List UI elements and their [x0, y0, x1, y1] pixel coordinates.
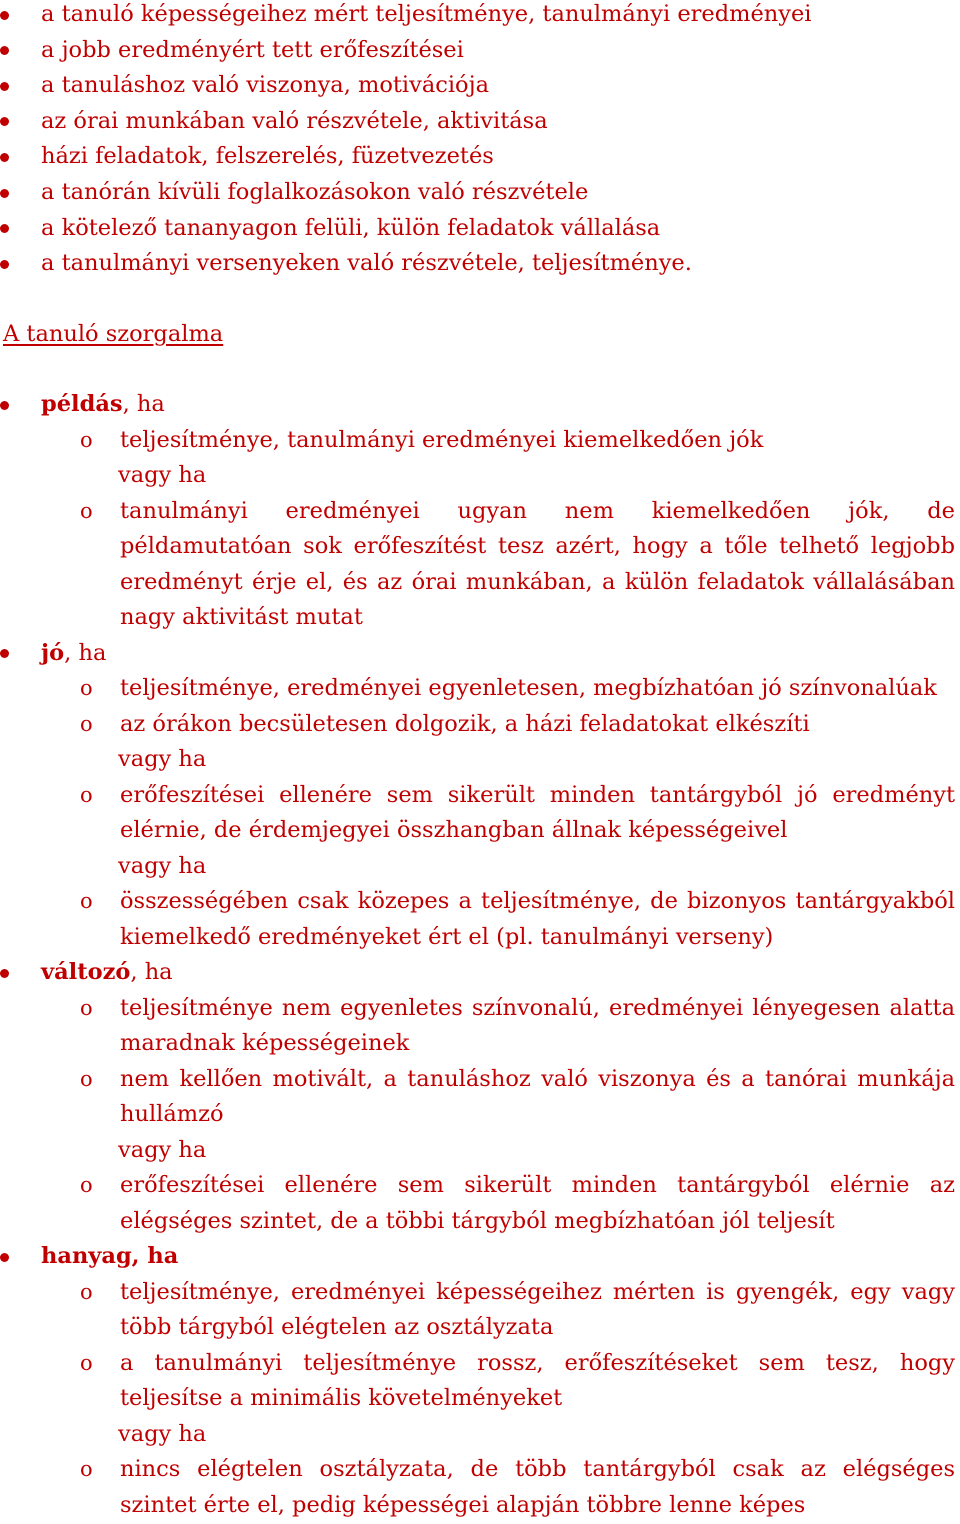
sub-list-item-line: szintet érte el, pedig képességei alapján többre lenne képes [120, 1491, 806, 1518]
sub-list-item-line: maradnak képességeinek [120, 1030, 410, 1056]
list-item-text: a tanuláshoz való viszonya, motivációja [41, 72, 489, 99]
circle-bullet-icon: o [80, 427, 93, 452]
grade-item-peldas [0, 387, 960, 423]
bullet-icon [0, 401, 9, 410]
vagy-ha: vagy ha [118, 746, 207, 772]
sub-list-item: o erőfeszítései ellenére sem sikerült minden tantárgyból elérnie az [0, 1168, 960, 1204]
sub-list-item: o teljesítménye nem egyenletes színvonalú, eredményei lényegesen alatta [0, 991, 960, 1027]
sub-list-item-line: hullámzó [120, 1101, 224, 1127]
vagy-ha: vagy ha [118, 1136, 207, 1163]
list-item-text: a kötelező tananyagon felüli, külön feladatok vállalása [41, 214, 661, 241]
list-item [0, 33, 960, 69]
sub-list-item: o nem kellően motivált, a tanuláshoz való viszonya és a tanórai munkája [0, 1062, 960, 1098]
list-item-text: az órai munkában való részvétele, aktivitása [41, 107, 548, 134]
bullet-icon [0, 189, 9, 198]
circle-bullet-icon: o [80, 995, 93, 1020]
sub-list-item-line: elégséges szintet, de a többi tárgyból megbízhatóan jól teljesít [120, 1207, 835, 1234]
vagy-ha: vagy ha [118, 852, 207, 879]
list-item [0, 104, 960, 140]
vagy-ha: vagy ha [118, 1420, 207, 1447]
sub-list-item: o az órákon becsületesen dolgozik, a házi feladatokat elkészíti [0, 707, 960, 743]
sub-list-item: o erőfeszítései ellenére sem sikerült minden tantárgyból jó eredményt [0, 778, 960, 814]
circle-bullet-icon: o [80, 1173, 93, 1197]
sub-list-item: o tanulmányi eredményei ugyan nem kiemelkedően jók, de [0, 494, 960, 530]
list-item [0, 175, 960, 211]
bullet-icon [0, 117, 9, 126]
sub-list-item: o teljesítménye, eredményei egyenletesen, megbízhatóan jó színvonalúak [0, 671, 960, 707]
grade-label: változó, ha [41, 959, 173, 985]
circle-bullet-icon: o [80, 676, 93, 700]
sub-list-item-line: példamutatóan sok erőfeszítést tesz azért, hogy a tőle telhető legjobb [120, 533, 955, 559]
circle-bullet-icon: o [80, 498, 93, 523]
sub-list-item: o teljesítménye, eredményei képességeihez mérten is gyengék, egy vagy [0, 1275, 960, 1311]
bullet-icon [0, 260, 9, 269]
list-item [0, 246, 960, 282]
circle-bullet-icon: o [80, 1457, 93, 1481]
bullet-icon [0, 82, 9, 91]
sub-list-item: o összességében csak közepes a teljesítménye, de bizonyos tantárgyakból [0, 884, 960, 920]
bullet-icon [0, 1253, 9, 1262]
list-item-text: házi feladatok, felszerelés, füzetvezetés [41, 143, 494, 170]
sub-list-item: o teljesítménye, tanulmányi eredményei kiemelkedően jók [0, 423, 960, 459]
grade-item-valtozo [0, 955, 960, 991]
bullet-icon [0, 46, 9, 55]
bullet-icon [0, 11, 9, 20]
section-title: A tanuló szorgalma [3, 321, 224, 347]
list-item-text: a tanórán kívüli foglalkozásokon való részvétele [41, 179, 589, 205]
circle-bullet-icon: o [80, 1279, 93, 1304]
list-item-text: a tanuló képességeihez mért teljesítménye, tanulmányi eredményei [41, 1, 812, 27]
bullet-icon [0, 224, 9, 233]
circle-bullet-icon: o [80, 1350, 93, 1375]
grade-label: jó, ha [41, 639, 107, 666]
circle-bullet-icon: o [80, 711, 93, 736]
sub-list-item: o a tanulmányi teljesítménye rossz, erőfeszítéseket sem tesz, hogy [0, 1346, 960, 1382]
list-item [0, 211, 960, 247]
sub-list-item: o nincs elégtelen osztályzata, de több tantárgyból csak az elégséges [0, 1452, 960, 1488]
bullet-icon [0, 969, 9, 978]
vagy-ha: vagy ha [118, 462, 207, 488]
circle-bullet-icon: o [80, 782, 93, 807]
list-item-text: a jobb eredményért tett erőfeszítései [41, 36, 464, 63]
sub-list-item-line: több tárgyból elégtelen az osztályzata [120, 1314, 554, 1340]
sub-list-item-line: teljesítse a minimális követelményeket [120, 1385, 563, 1411]
section-heading [0, 317, 960, 353]
grade-label: hanyag, ha [41, 1243, 179, 1269]
sub-list-item-line: nagy aktivitást mutat [120, 604, 363, 630]
grade-item-hanyag [0, 1239, 960, 1275]
sub-list-item-line: eredményt érje el, és az órai munkában, a külön feladatok vállalásában [120, 568, 955, 595]
grade-label: példás, ha [41, 391, 165, 417]
bullet-icon [0, 649, 9, 658]
bullet-icon [0, 153, 9, 162]
circle-bullet-icon: o [80, 1066, 93, 1091]
sub-list-item-line: kiemelkedő eredményeket ért el (pl. tanulmányi verseny) [120, 923, 774, 950]
list-item [0, 139, 960, 175]
list-item [0, 0, 960, 33]
grade-item-jo [0, 636, 960, 672]
list-item [0, 68, 960, 104]
list-item-text: a tanulmányi versenyeken való részvétele, teljesítménye. [41, 250, 692, 277]
circle-bullet-icon: o [80, 889, 93, 913]
sub-list-item-line: elérnie, de érdemjegyei összhangban állnak képességeivel [120, 817, 788, 843]
